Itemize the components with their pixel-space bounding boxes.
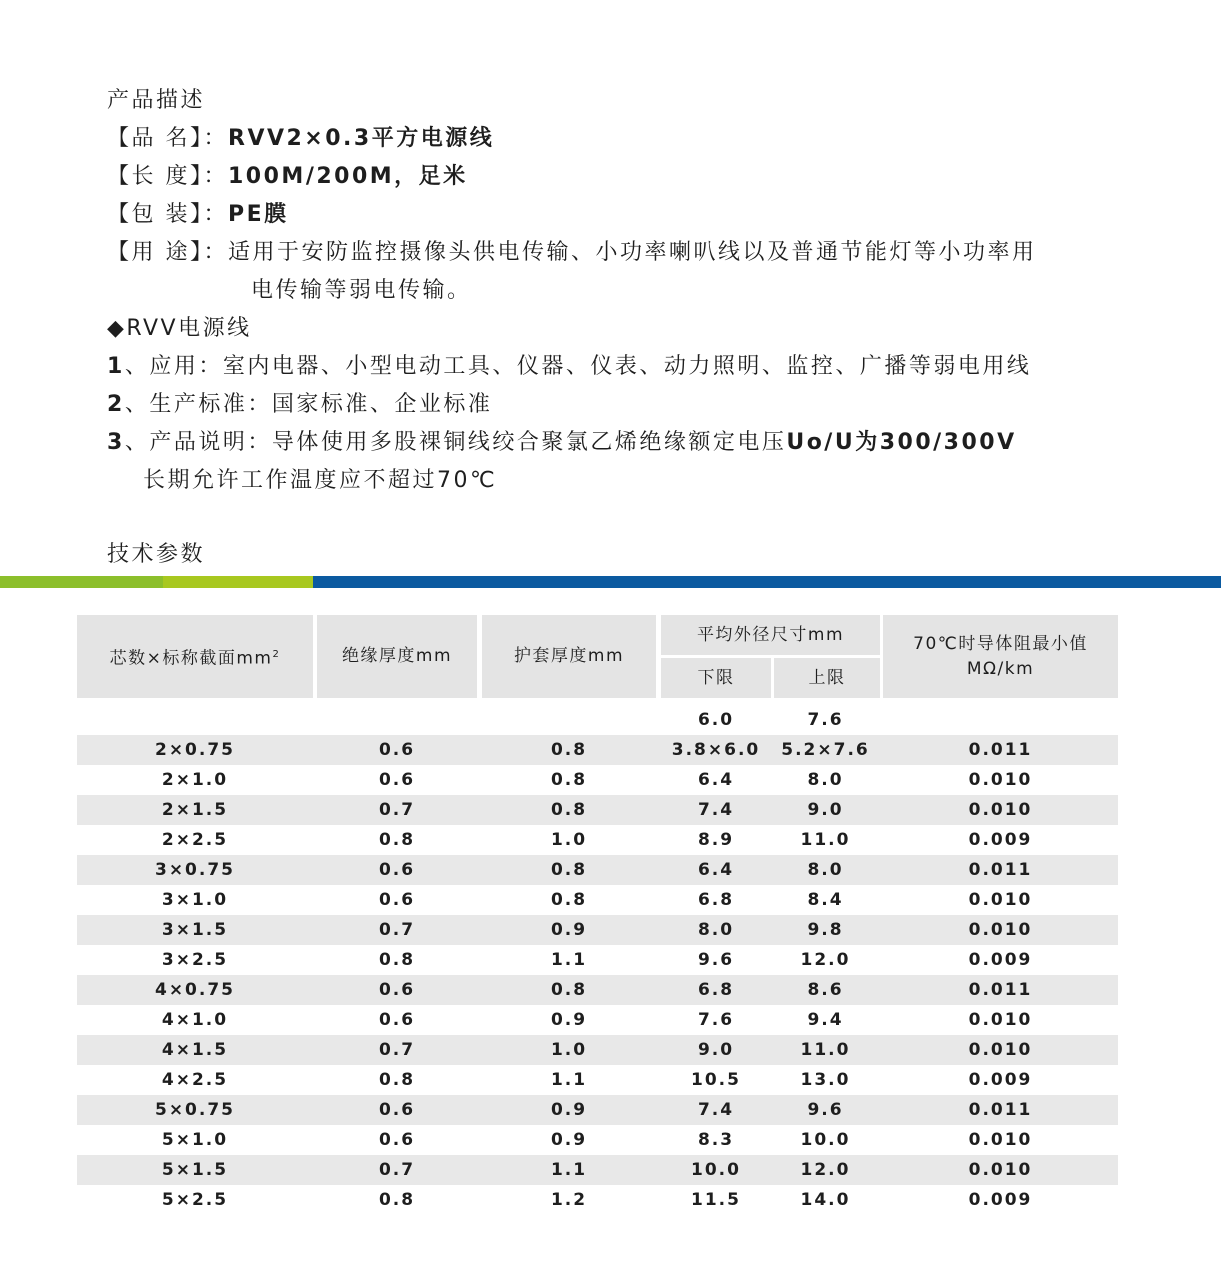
header-cores-sup: 2 [272,648,281,660]
point-standard [107,386,1167,424]
table-cell-ins: 0.6 [378,1130,416,1150]
table-cell-cores: 2×1.5 [161,800,229,820]
table-cell-sheath: 0.8 [550,860,588,880]
table-cell-res: 0.010 [968,920,1033,940]
spec-name-label: 【品 名】： [107,126,228,151]
table-header [77,615,1118,698]
spec-package-value: PE膜 [228,202,289,227]
header-insulation: 绝缘厚度mm [317,615,477,698]
table-cell-ins [317,705,477,735]
table-cell-ins: 0.6 [378,1010,416,1030]
point-product-note-continuation: 长期允许工作温度应不超过70℃ [143,468,498,493]
header-resistance [883,615,1118,698]
table-cell-ins: 0.8 [378,950,416,970]
rvv-title [107,310,1167,348]
table-cell-cores: 3×2.5 [161,950,229,970]
table-cell-cores: 4×1.5 [161,1040,229,1060]
table-cell-ins: 0.7 [378,800,416,820]
table-row [77,1095,1118,1125]
table-cell-upper: 5.2×7.6 [781,740,870,760]
table-row [77,1125,1118,1155]
table-cell-res: 0.009 [968,1070,1033,1090]
table-cell-lower: 8.0 [697,920,735,940]
table-cell-ins: 0.7 [378,1040,416,1060]
table-cell-lower: 6.0 [697,710,735,730]
table-cell-upper: 12.0 [800,1160,851,1180]
point-text: 、产品说明：导体使用多股裸铜线绞合聚氯乙烯绝缘额定电压 [124,430,787,455]
table-cell-sheath: 1.2 [550,1190,588,1210]
header-resistance-line2: MΩ/km [966,658,1035,679]
table-cell-ins: 0.8 [378,1070,416,1090]
table-cell-upper: 11.0 [800,1040,851,1060]
table-cell-upper: 10.0 [800,1130,851,1150]
table-cell-upper: 9.0 [807,800,844,820]
point-number: 2 [107,392,125,417]
table-cell-cores: 3×1.5 [161,920,229,940]
rvv-title-text: ◆RVV电源线 [107,316,252,341]
table-row [77,705,1118,735]
point-text: 、应用：室内电器、小型电动工具、仪器、仪表、动力照明、监控、广播等弱电用线 [124,354,1032,379]
table-cell-cores: 5×0.75 [154,1100,236,1120]
table-row [77,1035,1118,1065]
table-cell-res: 0.011 [968,1100,1033,1120]
divider-bar-green [0,576,163,588]
table-cell-upper: 14.0 [800,1190,851,1210]
table-cell-ins: 0.6 [378,860,416,880]
table-row [77,945,1118,975]
table-cell-cores: 5×1.0 [161,1130,229,1150]
rated-voltage: Uo/U为300/300V [786,430,1017,455]
table-cell-ins: 0.6 [378,890,416,910]
header-outer-diameter: 平均外径尺寸mm [661,615,880,655]
table-cell-cores: 5×1.5 [161,1160,229,1180]
table-cell-ins: 0.7 [378,920,416,940]
point-text: 、生产标准：国家标准、企业标准 [124,392,493,417]
point-number: 1 [107,354,125,379]
table-row [77,975,1118,1005]
table-row [77,1155,1118,1185]
table-cell-res: 0.010 [968,770,1033,790]
table-cell-sheath: 0.9 [550,1100,588,1120]
table-cell-upper: 8.6 [807,980,844,1000]
table-cell-sheath: 0.9 [550,1010,588,1030]
header-sheath: 护套厚度mm [482,615,656,698]
table-cell-res: 0.011 [968,740,1033,760]
table-cell-upper: 11.0 [800,830,851,850]
table-cell-ins: 0.6 [378,1100,416,1120]
table-cell-res: 0.009 [968,1190,1033,1210]
table-cell-sheath: 1.1 [550,1160,588,1180]
table-cell-ins: 0.8 [378,830,416,850]
table-cell-upper: 9.4 [807,1010,844,1030]
table-cell-lower: 11.5 [691,1190,741,1210]
table-cell-upper: 9.6 [807,1100,844,1120]
table-cell-ins: 0.6 [378,980,416,1000]
table-cell-sheath: 0.8 [550,770,588,790]
table-cell-cores: 4×2.5 [161,1070,229,1090]
header-cores [77,615,313,698]
spec-package-label: 【包 装】： [107,202,228,227]
spec-usage-label: 【用 途】： [107,240,228,265]
table-cell-res [883,705,1118,735]
table-cell-res: 0.010 [968,1160,1033,1180]
header-resistance-line1: 70℃时导体阻最小值 [913,633,1088,654]
spec-length-label: 【长 度】： [107,164,228,189]
table-cell-ins: 0.6 [378,740,416,760]
table-cell-upper: 8.0 [807,770,844,790]
table-cell-lower: 9.0 [697,1040,735,1060]
table-row [77,795,1118,825]
table-cell-cores: 5×2.5 [161,1190,229,1210]
table-cell-sheath: 0.8 [550,740,588,760]
product-description [107,82,1167,500]
table-cell-lower: 6.4 [697,770,735,790]
table-cell-lower: 10.0 [691,1160,741,1180]
table-cell-lower: 7.4 [697,800,735,820]
table-cell-upper: 13.0 [800,1070,851,1090]
divider-bar-blue [313,576,1221,588]
table-cell-res: 0.010 [968,890,1033,910]
table-row [77,1005,1118,1035]
table-cell-lower: 8.9 [697,830,735,850]
table-cell-res: 0.009 [968,950,1033,970]
table-cell-sheath: 0.8 [550,980,588,1000]
table-cell-sheath [482,705,656,735]
table-cell-sheath: 0.8 [550,890,588,910]
table-cell-lower: 10.5 [691,1070,741,1090]
spec-length [107,158,1167,196]
header-upper: 上限 [774,658,880,698]
table-cell-lower: 6.4 [697,860,735,880]
table-body [77,705,1118,1215]
spec-length-value: 100M/200M，足米 [228,164,468,189]
table-cell-res: 0.009 [968,830,1033,850]
table-cell-upper: 7.6 [807,710,844,730]
table-row [77,885,1118,915]
spec-name [107,120,1167,158]
table-cell-lower: 9.6 [697,950,735,970]
table-cell-cores: 4×0.75 [154,980,236,1000]
header-lower: 下限 [661,658,771,698]
description-heading: 产品描述 [107,88,206,113]
table-cell-sheath: 1.1 [550,1070,588,1090]
table-cell-cores: 4×1.0 [161,1010,229,1030]
table-cell-lower: 3.8×6.0 [671,740,761,760]
table-cell-res: 0.011 [968,980,1033,1000]
table-cell-sheath: 0.9 [550,920,588,940]
table-cell-ins: 0.7 [378,1160,416,1180]
table-cell-upper: 12.0 [800,950,851,970]
tech-params-title: 技术参数 [107,542,206,567]
spec-name-value: RVV2×0.3平方电源线 [228,126,495,151]
table-cell-sheath: 1.1 [550,950,588,970]
table-cell-upper: 9.8 [807,920,844,940]
table-row [77,855,1118,885]
table-cell-res: 0.011 [968,860,1033,880]
table-cell-cores [77,705,313,735]
table-cell-upper: 8.4 [807,890,844,910]
spec-usage [107,234,1167,272]
table-cell-res: 0.010 [968,800,1033,820]
header-cores-text: 芯数×标称截面mm [109,648,273,669]
table-cell-lower: 6.8 [697,980,735,1000]
table-row [77,915,1118,945]
table-cell-ins: 0.6 [378,770,416,790]
table-row [77,735,1118,765]
table-row [77,1065,1118,1095]
table-cell-lower: 6.8 [697,890,735,910]
table-row [77,765,1118,795]
spec-usage-continuation: 电传输等弱电传输。 [251,278,472,303]
table-cell-cores: 2×0.75 [154,740,236,760]
spec-package [107,196,1167,234]
table-cell-cores: 3×0.75 [154,860,236,880]
spec-usage-value: 适用于安防监控摄像头供电传输、小功率喇叭线以及普通节能灯等小功率用 [228,240,1037,265]
table-cell-ins: 0.8 [378,1190,416,1210]
table-cell-cores: 2×2.5 [161,830,229,850]
point-product-note [107,424,1167,462]
table-cell-res: 0.010 [968,1040,1033,1060]
table-cell-sheath: 1.0 [550,830,588,850]
divider-bar-lime [163,576,313,588]
point-application [107,348,1167,386]
table-row [77,1185,1118,1215]
spec-table [77,615,1118,1215]
table-cell-sheath: 1.0 [550,1040,588,1060]
table-cell-lower: 7.6 [697,1010,735,1030]
table-cell-sheath: 0.8 [550,800,588,820]
table-cell-res: 0.010 [968,1130,1033,1150]
table-cell-upper: 8.0 [807,860,844,880]
table-cell-lower: 8.3 [697,1130,735,1150]
point-number: 3 [107,430,125,455]
table-cell-lower: 7.4 [697,1100,735,1120]
table-cell-cores: 2×1.0 [161,770,229,790]
table-cell-sheath: 0.9 [550,1130,588,1150]
table-cell-cores: 3×1.0 [161,890,229,910]
table-row [77,825,1118,855]
table-cell-res: 0.010 [968,1010,1033,1030]
